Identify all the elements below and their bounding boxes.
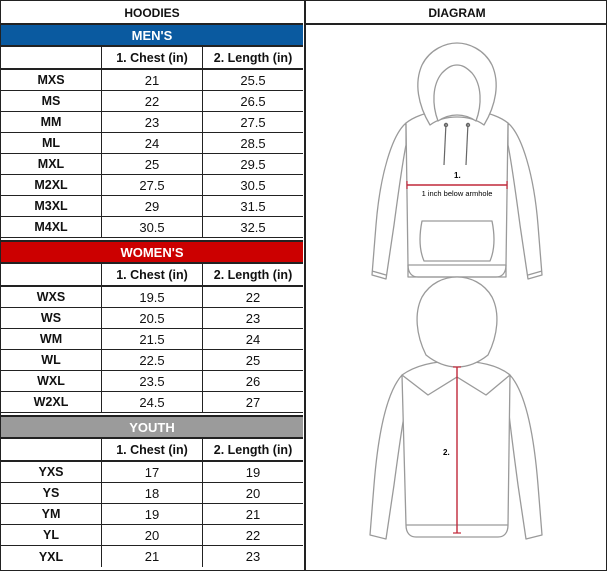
chest-marker: 1. (454, 171, 461, 180)
chest-cell: 20.5 (102, 308, 203, 328)
table-row (1, 371, 303, 392)
size-cell: MS (1, 91, 102, 111)
length-cell: 24 (245, 331, 261, 347)
length-cell: 27 (245, 394, 261, 410)
size-cell: WS (1, 308, 102, 328)
table-row (1, 392, 303, 413)
size-cell: WL (1, 350, 102, 370)
table-row (1, 308, 303, 329)
size-cell: W2XL (1, 392, 102, 412)
length-cell: 31.5 (240, 198, 266, 214)
size-header (1, 264, 102, 285)
table-row (1, 175, 303, 196)
size-cell: WXL (1, 371, 102, 391)
chest-cell: 21 (102, 70, 203, 90)
mens-column-header (1, 47, 303, 70)
chest-cell: 23 (102, 112, 203, 132)
chest-cell: 29 (102, 196, 203, 216)
back-hood (417, 277, 497, 367)
length-cell: 25.5 (240, 72, 266, 88)
front-pocket (420, 221, 494, 261)
chest-note: 1 inch below armhole (421, 189, 493, 198)
mens-section-title: MEN'S (1, 25, 303, 47)
length-cell: 26.5 (240, 93, 266, 109)
table-row (1, 329, 303, 350)
chest-cell: 27.5 (102, 175, 203, 195)
chest-cell: 22.5 (102, 350, 203, 370)
back-right-sleeve (508, 375, 542, 539)
table-row (1, 91, 303, 112)
length-cell: 27.5 (240, 114, 266, 130)
size-cell: MM (1, 112, 102, 132)
length-cell: 23 (245, 549, 261, 564)
hoodie-diagram (306, 25, 607, 570)
table-row (1, 70, 303, 91)
length-header: 2. Length (in) (213, 442, 293, 457)
table-row (1, 287, 303, 308)
youth-column-header (1, 439, 303, 462)
size-cell: MXL (1, 154, 102, 174)
chest-cell: 19.5 (102, 287, 203, 307)
table-row (1, 196, 303, 217)
chest-cell: 22 (102, 91, 203, 111)
size-cell: YS (1, 483, 102, 503)
length-cell: 21 (245, 506, 261, 522)
size-sections (1, 25, 303, 567)
chest-cell: 21 (102, 546, 203, 567)
length-cell: 23 (245, 310, 261, 326)
chest-cell: 24.5 (102, 392, 203, 412)
size-cell: M4XL (1, 217, 102, 237)
size-header (1, 47, 102, 68)
length-cell: 26 (245, 373, 261, 389)
size-cell: M2XL (1, 175, 102, 195)
chest-cell: 25 (102, 154, 203, 174)
chest-cell: 23.5 (102, 371, 203, 391)
diagram-header: DIAGRAM (306, 1, 607, 25)
length-header: 2. Length (in) (213, 267, 293, 282)
length-cell: 19 (245, 464, 261, 480)
chest-cell: 18 (102, 483, 203, 503)
back-left-sleeve (370, 375, 406, 539)
womens-column-header (1, 264, 303, 287)
table-row (1, 112, 303, 133)
youth-section-title: YOUTH (1, 417, 303, 439)
length-cell: 25 (245, 352, 261, 368)
table-row (1, 154, 303, 175)
chest-cell: 30.5 (102, 217, 203, 237)
womens-section-title: WOMEN'S (1, 242, 303, 264)
size-cell: YL (1, 525, 102, 545)
size-table (1, 1, 303, 567)
chest-cell: 19 (102, 504, 203, 524)
length-cell: 29.5 (240, 156, 266, 172)
chest-header: 1. Chest (in) (102, 47, 203, 68)
hoodie-drawing (306, 25, 607, 570)
length-cell: 20 (245, 485, 261, 501)
table-row (1, 546, 303, 567)
size-cell: WXS (1, 287, 102, 307)
length-cell: 32.5 (240, 219, 266, 235)
table-row (1, 350, 303, 371)
table-row (1, 483, 303, 504)
size-cell: YM (1, 504, 102, 524)
diagram-panel (304, 1, 607, 570)
size-cell: WM (1, 329, 102, 349)
chest-cell: 24 (102, 133, 203, 153)
chest-header: 1. Chest (in) (102, 264, 203, 285)
front-right-sleeve (508, 123, 542, 279)
front-left-sleeve (372, 123, 406, 279)
chest-cell: 20 (102, 525, 203, 545)
length-cell: 30.5 (240, 177, 266, 193)
length-header: 2. Length (in) (213, 50, 293, 65)
length-marker: 2. (443, 448, 450, 457)
chest-header: 1. Chest (in) (102, 439, 203, 460)
chest-cell: 17 (102, 462, 203, 482)
table-row (1, 462, 303, 483)
size-cell: YXS (1, 462, 102, 482)
table-row (1, 525, 303, 546)
hoodies-header: HOODIES (1, 1, 303, 25)
length-cell: 22 (245, 289, 261, 305)
size-cell: ML (1, 133, 102, 153)
table-row (1, 217, 303, 238)
length-cell: 28.5 (240, 135, 266, 151)
size-header (1, 439, 102, 460)
size-cell: M3XL (1, 196, 102, 216)
chest-cell: 21.5 (102, 329, 203, 349)
size-cell: MXS (1, 70, 102, 90)
size-cell: YXL (1, 546, 102, 567)
table-row (1, 133, 303, 154)
length-cell: 22 (245, 527, 261, 543)
table-row (1, 504, 303, 525)
